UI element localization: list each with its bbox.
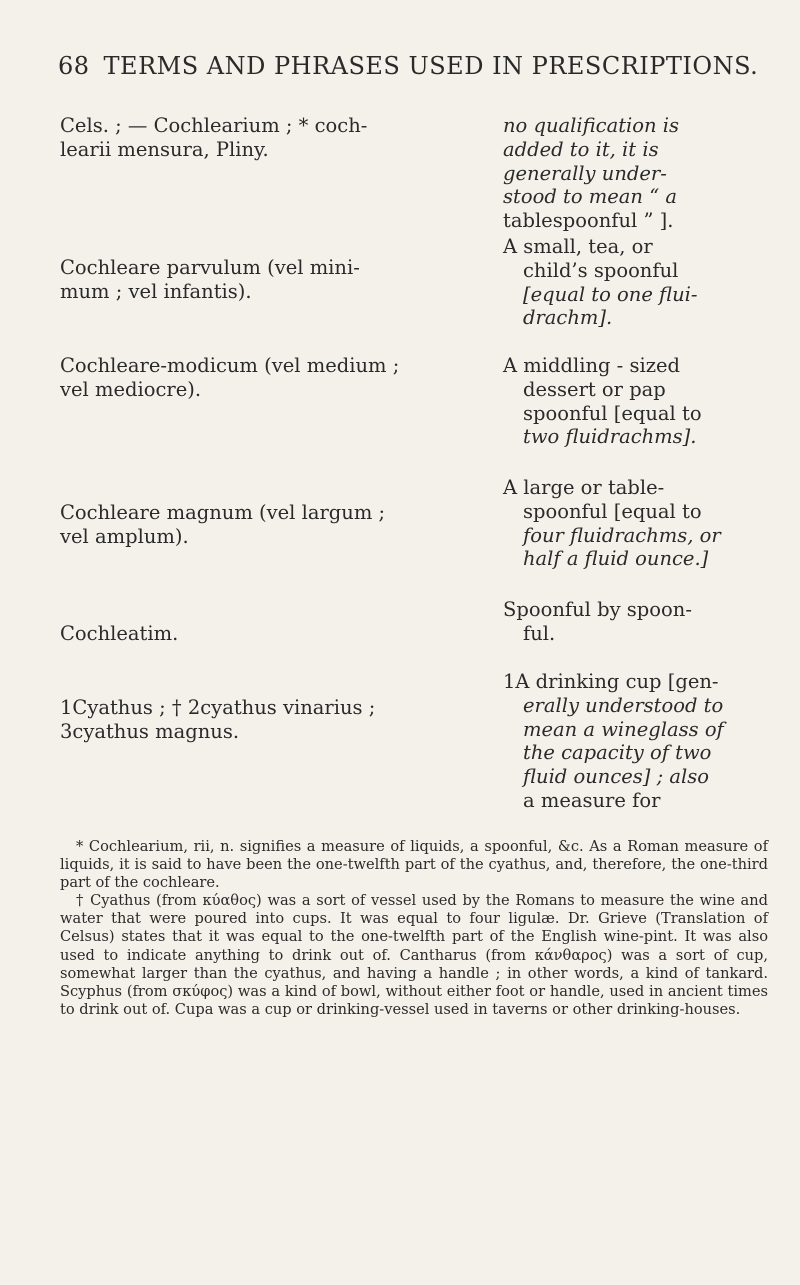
term-entry-cochleare-parvulum [60,256,498,304]
definition-line: half a fluid ounce.] [523,547,709,571]
definition-line: spoonful [equal to [523,401,702,425]
definition-line: tablespoonful ” ]. [503,209,674,233]
running-title: TERMS AND PHRASES USED IN PRESCRIPTIONS. [103,52,759,80]
definition-line: ful. [523,621,556,645]
term-line: vel amplum). [60,524,189,548]
definition-cochleare-magnum [503,476,765,571]
definition-line: two fluidrachms]. [523,425,697,449]
term-entry-cyathus [60,696,498,744]
definition-cochleatim [503,598,765,646]
footnote-cyathus: † Cyathus (from κύαθος) was a sort of vessel used by the Romans to measure the wine and water that were poured into cups. It was equal to four ligulæ. Dr. Grieve (Translation of Celsus) states that it was equal to the one-twelfth part of the English wine-pint. It was also used to indicate anything to drink out of. Cantharus (from κάνθαρος) was a sort of cup, somewhat larger than the cyathus, and having a handle ; in other words, a kind of tankard. Scyphus (from σκύφος) was a kind of bowl, without either foot or handle, used in ancient times to drink out of. Cupa was a cup or drinking-vessel used in taverns or other drinking-houses. [60,892,768,1018]
term-line: Cochleare parvulum (vel mini- [60,256,360,279]
definition-line: fluid ounces] ; also [523,765,709,789]
term-entry-cochlearium [60,114,498,162]
term-line: vel mediocre). [60,377,202,401]
definition-line: four fluidrachms, or [523,523,721,547]
definition-line: mean a wineglass of [523,717,724,741]
definition-line: stood to mean “ a [503,185,677,209]
page-number: 68 [58,52,90,80]
footnotes [60,838,768,1019]
definition-line: spoonful [equal to [523,499,702,523]
definition-line: 1A drinking cup [gen- [503,670,719,693]
term-entry-cochleare-modicum [60,354,498,402]
definition-line: drachm]. [523,306,613,330]
definition-line: erally understood to [523,693,724,717]
running-header [58,52,778,80]
definition-line: no qualification is [503,114,680,137]
term-entry-cochleare-magnum [60,501,498,549]
definition-line: Spoonful by spoon- [503,598,692,621]
definition-line: generally under- [503,161,667,185]
definition-line: A middling - sized [503,354,681,377]
term-line: Cels. ; — Cochlearium ; * coch- [60,114,368,137]
definition-cochleare-parvulum [503,235,765,330]
term-line: Cochleatim. [60,622,179,645]
footnote-cochlearium: * Cochlearium, rii, n. signifies a measure of liquids, a spoonful, &c. As a Roman measure of liquids, it is said to have been the one-twelfth part of the cyathus, and, therefore, the one-third part of the cochleare. [60,838,768,892]
term-line: mum ; vel infantis). [60,279,252,303]
definition-cyathus [503,670,765,813]
definition-line: A small, tea, or [503,235,653,258]
term-line: Cochleare magnum (vel largum ; [60,501,386,524]
definition-line: A large or table- [503,476,665,499]
term-entry-cochleatim [60,622,498,646]
definition-line: child’s spoonful [523,258,679,282]
term-line: Cochleare-modicum (vel medium ; [60,354,400,377]
definition-line: added to it, it is [503,137,659,161]
definition-cochleare-modicum [503,354,765,449]
definition-line: [equal to one flui- [523,282,698,306]
definition-line: the capacity of two [523,741,712,765]
definition-line: dessert or pap [523,377,666,401]
term-line: 3cyathus magnus. [60,719,240,743]
definition-line: a measure for [523,788,661,812]
term-line: 1Cyathus ; † 2cyathus vinarius ; [60,696,376,719]
definition-cochlearium [503,114,765,233]
term-line: learii mensura, Pliny. [60,137,269,161]
